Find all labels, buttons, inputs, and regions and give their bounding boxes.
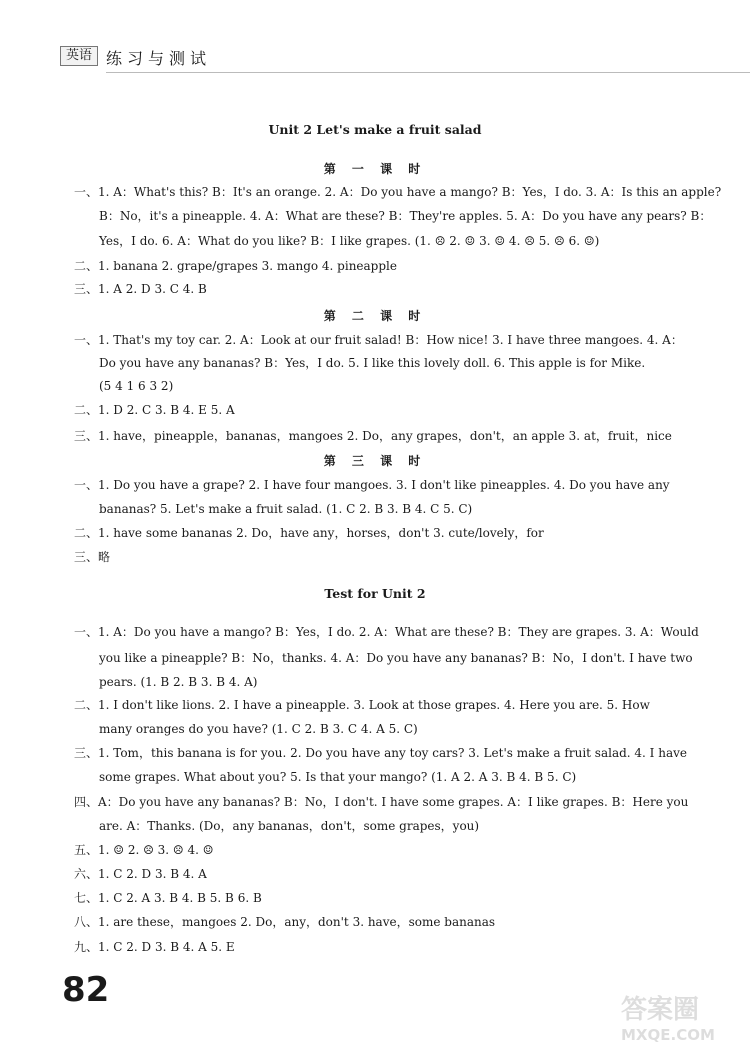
answer-line: 六、1. C 2. D 3. B 4. A	[74, 867, 207, 881]
answer-line: 三、1. A 2. D 3. C 4. B	[74, 282, 207, 296]
watermark-logo	[617, 990, 739, 1046]
answer-line: some grapes. What about you? 5. Is that your mango? (1. A 2. A 3. B 4. B 5. C)	[99, 770, 577, 784]
answer-line: you like a pineapple? B：No，thanks. 4. A：Do you have any bananas? B：No，I don't. I have two	[99, 651, 693, 665]
answer-line: 一、1. That's my toy car. 2. A：Look at our fruit salad! B：How nice! 3. I have three mangoes. 4. A：	[74, 333, 683, 347]
test-title: Test for Unit 2	[324, 586, 426, 601]
subject-badge: 英语	[60, 46, 98, 66]
answer-line: 二、1. D 2. C 3. B 4. E 5. A	[74, 403, 235, 417]
answer-line: 二、1. have some bananas 2. Do，have any，horses，don't 3. cute/lovely，for	[74, 526, 544, 540]
lesson-2-title: 第 二 课 时	[323, 309, 427, 323]
answer-line: 一、1. A：Do you have a mango? B：Yes，I do. 2. A：What are these? B：They are grapes. 3. A：Would	[74, 625, 699, 639]
answer-line: 四、A：Do you have any bananas? B：No，I don't. I have some grapes. A：I like grapes. B：Here you	[74, 795, 689, 809]
lesson-1-title: 第 一 课 时	[323, 162, 427, 176]
answer-line: 三、略	[74, 550, 111, 564]
answer-line: Yes，I do. 6. A：What do you like? B：I like grapes. (1. ☹ 2. ☺ 3. ☺ 4. ☹ 5. ☹ 6. ☺)	[99, 234, 600, 248]
answer-line: 二、1. banana 2. grape/grapes 3. mango 4. pineapple	[74, 259, 397, 273]
answer-line: B：No，it's a pineapple. 4. A：What are these? B：They're apples. 5. A：Do you have any pears? B：	[99, 209, 712, 223]
answer-line: (5 4 1 6 3 2)	[99, 379, 174, 393]
answer-line: 一、1. Do you have a grape? 2. I have four mangoes. 3. I don't like pineapples. 4. Do you have any	[74, 478, 670, 492]
answer-line: 九、1. C 2. D 3. B 4. A 5. E	[74, 940, 235, 954]
answer-line: 二、1. I don't like lions. 2. I have a pineapple. 3. Look at those grapes. 4. Here you are. 5. How	[74, 698, 650, 712]
watermark-url: MXQE.COM	[621, 1026, 715, 1044]
answer-line: many oranges do you have? (1. C 2. B 3. C 4. A 5. C)	[99, 722, 418, 736]
watermark-title: 答案圈	[621, 995, 700, 1025]
answer-line: are. A：Thanks. (Do，any bananas，don't，some grapes，you)	[99, 819, 480, 833]
answer-line: 七、1. C 2. A 3. B 4. B 5. B 6. B	[74, 891, 262, 905]
answer-line: Do you have any bananas? B：Yes，I do. 5. I like this lovely doll. 6. This apple is for Mike.	[99, 356, 646, 370]
answer-line: 八、1. are these，mangoes 2. Do，any，don't 3. have，some bananas	[74, 915, 496, 929]
answer-line: 三、1. have，pineapple，bananas，mangoes 2. Do，any grapes，don't，an apple 3. at，fruit，nice	[74, 429, 672, 443]
answer-line: 一、1. A：What's this? B：It's an orange. 2. A：Do you have a mango? B：Yes，I do. 3. A：Is this an apple?	[74, 185, 722, 199]
book-title: 练习与测试	[106, 49, 212, 68]
header-divider	[106, 72, 750, 73]
answer-line: bananas? 5. Let's make a fruit salad. (1. C 2. B 3. B 4. C 5. C)	[99, 502, 473, 516]
answer-line: pears. (1. B 2. B 3. B 4. A)	[99, 675, 258, 689]
answer-line: 三、1. Tom，this banana is for you. 2. Do you have any toy cars? 3. Let's make a fruit salad. 4. I have	[74, 746, 687, 760]
answer-line: 五、1. ☺ 2. ☹ 3. ☹ 4. ☺	[74, 843, 214, 857]
page-number: 82	[62, 970, 110, 1010]
lesson-3-title: 第 三 课 时	[323, 454, 427, 468]
unit-title: Unit 2 Let's make a fruit salad	[268, 122, 482, 137]
